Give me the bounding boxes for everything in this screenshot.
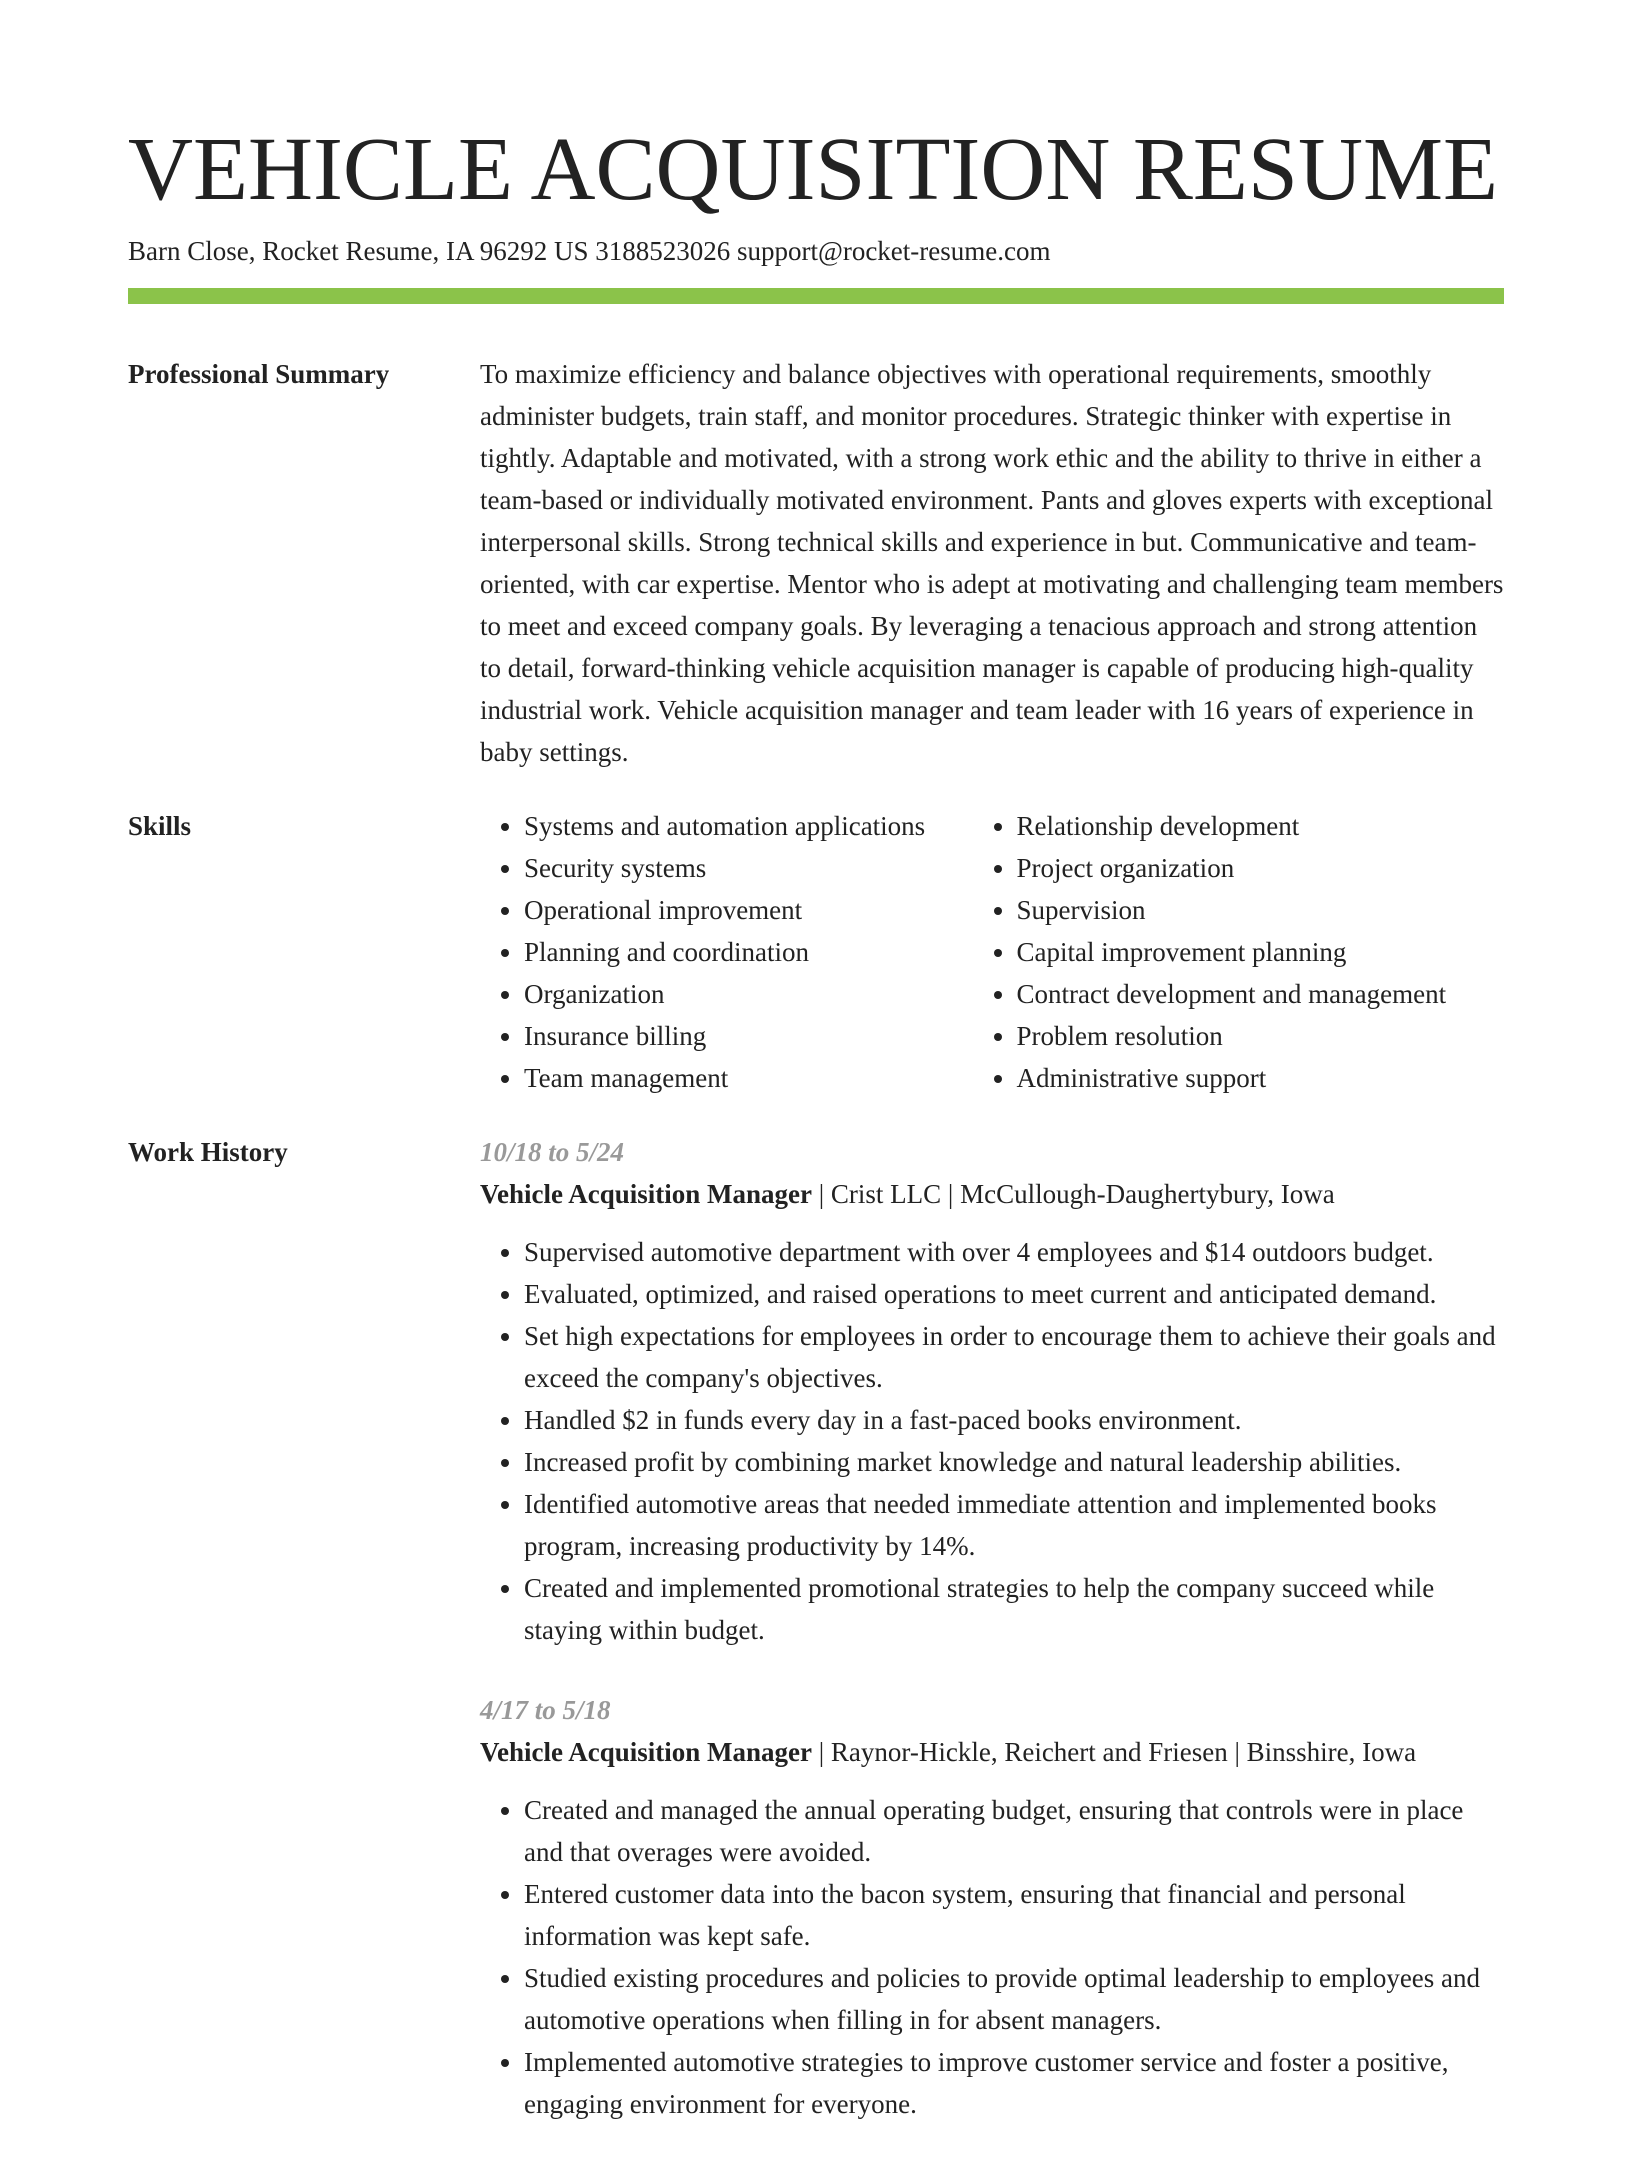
- job-date: 10/18 to 5/24: [480, 1137, 625, 1167]
- skill-item: • Operational improvement: [524, 889, 973, 931]
- skills-section: [128, 805, 1504, 1099]
- job-bullet: • Created and implemented promotional strategies to help the company succeed while staying within budget.: [524, 1567, 1504, 1651]
- job-role: Vehicle Acquisition Manager: [480, 1737, 813, 1767]
- job-bullet: • Evaluated, optimized, and raised operations to meet current and anticipated demand.: [524, 1273, 1504, 1315]
- job-bullet: • Entered customer data into the bacon system, ensuring that financial and personal information was kept safe.: [524, 1873, 1504, 1957]
- job-bullets: [480, 1789, 1504, 2125]
- job-entry: [480, 1689, 1504, 2125]
- job-bullet: • Increased profit by combining market knowledge and natural leadership abilities.: [524, 1441, 1504, 1483]
- job-details: | Crist LLC | McCullough-Daughertybury, Iowa: [812, 1179, 1335, 1209]
- job-details: | Raynor-Hickle, Reichert and Friesen | Binsshire, Iowa: [812, 1737, 1417, 1767]
- job-bullet: • Supervised automotive department with over 4 employees and $14 outdoors budget.: [524, 1231, 1504, 1273]
- skills-list-right: [973, 805, 1505, 1099]
- skill-item: • Administrative support: [1017, 1057, 1505, 1099]
- professional-summary-section: [128, 353, 1504, 773]
- job-bullet: • Implemented automotive strategies to improve customer service and foster a positive, engaging environment for everyone.: [524, 2041, 1504, 2125]
- skill-item: • Contract development and management: [1017, 973, 1505, 1015]
- job-heading: [480, 1173, 1504, 1215]
- section-heading-summary: Professional Summary: [128, 359, 390, 389]
- job-bullet: • Set high expectations for employees in order to encourage them to achieve their goals and exceed the company's objectives.: [524, 1315, 1504, 1399]
- job-role: Vehicle Acquisition Manager: [480, 1179, 813, 1209]
- skill-item: • Capital improvement planning: [1017, 931, 1505, 973]
- skill-item: • Project organization: [1017, 847, 1505, 889]
- job-heading: [480, 1731, 1504, 1773]
- contact-line: Barn Close, Rocket Resume, IA 96292 US 3188523026 support@rocket-resume.com: [128, 236, 1051, 266]
- work-history-section: [128, 1131, 1504, 2125]
- resume-page: [128, 0, 1504, 2163]
- accent-divider: [128, 288, 1504, 304]
- skill-item: • Problem resolution: [1017, 1015, 1505, 1057]
- skill-item: • Relationship development: [1017, 805, 1505, 847]
- job-bullet: • Handled $2 in funds every day in a fast-paced books environment.: [524, 1399, 1504, 1441]
- job-entry: [480, 1131, 1504, 1651]
- skill-item: • Security systems: [524, 847, 973, 889]
- skill-item: • Planning and coordination: [524, 931, 973, 973]
- summary-text: To maximize efficiency and balance objectives with operational requirements, smoothly administer budgets, train staff, and monitor procedures. Strategic thinker with expertise in tightly. Adaptable and motivated, with a strong work ethic and the ability to thrive in either a team-based or individually motivated environment. Pants and gloves experts with exceptional interpersonal skills. Strong technical skills and experience in but. Communicative and team-oriented, with car expertise. Mentor who is adept at motivating and challenging team members to meet and exceed company goals. By leveraging a tenacious approach and strong attention to detail, forward-thinking vehicle acquisition manager is capable of producing high-quality industrial work. Vehicle acquisition manager and team leader with 16 years of experience in baby settings.: [480, 359, 1504, 767]
- skill-item: • Supervision: [1017, 889, 1505, 931]
- job-date: 4/17 to 5/18: [480, 1695, 611, 1725]
- skill-item: • Insurance billing: [524, 1015, 973, 1057]
- job-bullet: • Created and managed the annual operating budget, ensuring that controls were in place and that overages were avoided.: [524, 1789, 1504, 1873]
- section-heading-skills: Skills: [128, 811, 192, 841]
- skill-item: • Systems and automation applications: [524, 805, 973, 847]
- resume-title: VEHICLE ACQUISITION RESUME: [128, 120, 1498, 219]
- job-bullet: • Studied existing procedures and policies to provide optimal leadership to employees and automotive operations when filling in for absent managers.: [524, 1957, 1504, 2041]
- skill-item: • Team management: [524, 1057, 973, 1099]
- job-bullet: • Identified automotive areas that needed immediate attention and implemented books program, increasing productivity by 14%.: [524, 1483, 1504, 1567]
- skills-list-left: [480, 805, 973, 1099]
- skill-item: • Organization: [524, 973, 973, 1015]
- section-heading-work-history: Work History: [128, 1137, 288, 1167]
- job-bullets: [480, 1231, 1504, 1651]
